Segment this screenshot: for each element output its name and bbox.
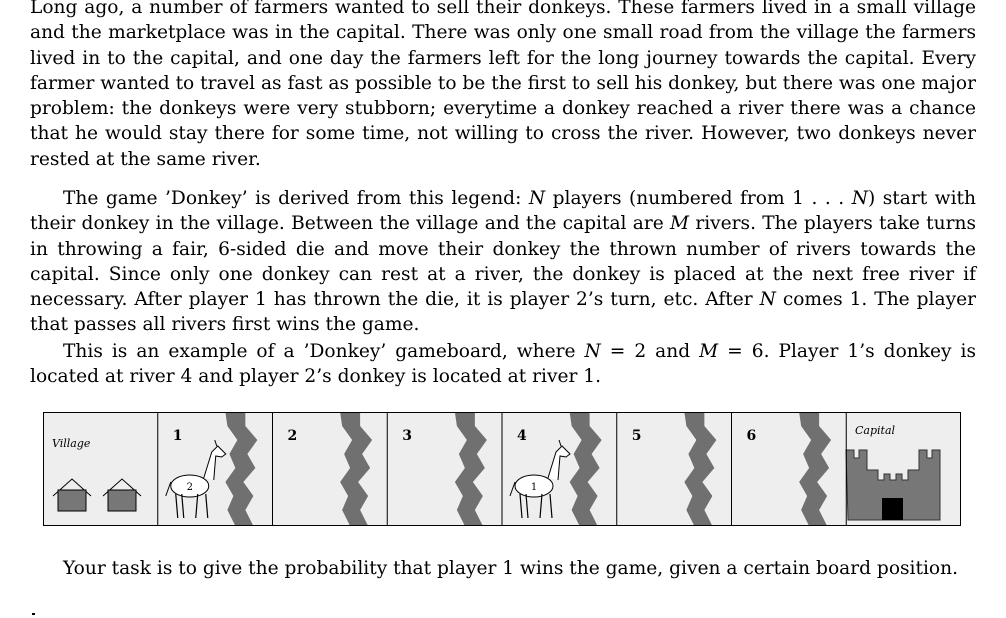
task-sentence: Your task is to give the probability that player 1 wins the game, given a certain board position. (63, 558, 959, 579)
gameboard-svg (43, 412, 961, 526)
donkey-player-label: 1 (530, 482, 538, 493)
river-number: 5 (631, 428, 642, 444)
stray-mark (32, 613, 35, 615)
river-number: 6 (746, 428, 757, 444)
legend-paragraph: Long ago, a number of farmers wanted to sell their donkeys. These farmers lived in a small village and the marketplace was in the capital. There was only one small road from the village the farmers lived in to the capital, and one day the farmers left for the long journey towards the capital. Every farmer wanted to travel as fast as possible to be the first to sell his donkey, but there was one major problem: the donkeys were very stubborn; everytime a donkey reached a river there was a chance that he would stay there for some time, not willing to cross the river. However, two donkeys never rested at the same river. (30, 0, 976, 170)
rules-paragraph: The game ’Donkey’ is derived from this legend: N players (numbered from 1 . . . N) start with their donkey in the village. Between the village and the capital are M rivers. The players take turns in throwing a fair, 6-sided die and move their donkey the thrown number of rivers towards the capital. Since only one donkey can rest at a river, the donkey is placed at the next free river if necessary. After player 1 has thrown the die, it is player 2’s turn, etc. After N comes 1. The player that passes all rivers first wins the game. (30, 188, 977, 336)
donkey-player-label: 2 (186, 482, 193, 493)
example-paragraph: This is an example of a ’Donkey’ gameboard, where N = 2 and M = 6. Player 1’s donkey is located at river 4 and player 2’s donkey is located at river 1. (30, 341, 977, 388)
capital-label: Capital (855, 424, 896, 437)
river-number: 3 (402, 428, 412, 444)
river-number: 4 (517, 428, 527, 444)
village-label: Village (52, 437, 91, 450)
river-number: 1 (172, 428, 183, 444)
river-number: 2 (287, 428, 298, 444)
gameboard (43, 412, 961, 526)
